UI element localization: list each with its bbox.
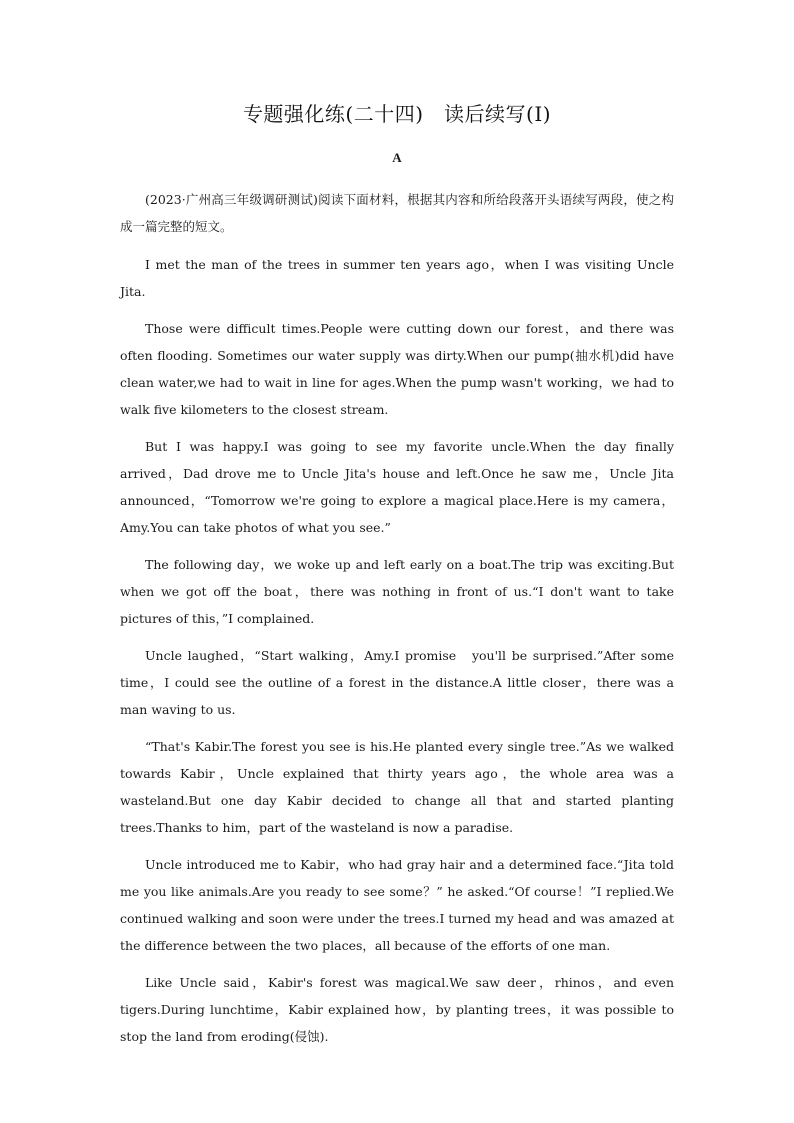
passage-paragraph: Uncle laughed，“Start walking，Amy.I promise you'll be surprised.”After some time，I could see the outline of a forest in the distance.A little closer，there was a man waving to us. xyxy=(120,648,674,717)
passage-paragraph: Those were difficult times.People were cutting down our forest，and there was often flooding. Sometimes our water supply was dirty.When our pump(抽水机)did have clean water,we had to wait in line for ages.When the pump wasn't working，we had to walk five kilometers to the closest stream. xyxy=(120,321,674,417)
passage-paragraph: Like Uncle said，Kabir's forest was magical.We saw deer，rhinos，and even tigers.During lunchtime，Kabir explained how，by planting trees，it was possible to stop the land from eroding(侵蚀). xyxy=(120,975,674,1044)
page-title: 专题强化练(二十四) 读后续写(Ⅰ) xyxy=(242,102,552,126)
passage-paragraph: “That's Kabir.The forest you see is his.He planted every single tree.”As we walked towards Kabir，Uncle explained that thirty years ago，the whole area was a wasteland.But one day Kabir decided to change all that and started planting trees.Thanks to him，part of the wasteland is now a paradise. xyxy=(120,739,674,835)
passage-paragraph: Uncle introduced me to Kabir，who had gray hair and a determined face.“Jita told me you like animals.Are you ready to see some？” he asked.“Of course！”I replied.We continued walking and soon were under the trees.I turned my head and was amazed at the difference between the two places，all because of the efforts of one man. xyxy=(120,857,674,953)
instruction-paragraph: (2023·广州高三年级调研测试)阅读下面材料，根据其内容和所给段落开头语续写两段，使之构成一篇完整的短文。 xyxy=(120,192,674,234)
section-label: A xyxy=(392,150,402,165)
passage-paragraph: The following day，we woke up and left early on a boat.The trip was exciting.But when we got off the boat，there was nothing in front of us.“I don't want to take pictures of this，”I complained. xyxy=(120,557,674,626)
passage-paragraph: But I was happy.I was going to see my favorite uncle.When the day finally arrived，Dad drove me to Uncle Jita's house and left.Once he saw me，Uncle Jita announced，“Tomorrow we're going to explore a magical place.Here is my camera，Amy.You can take photos of what you see.” xyxy=(120,439,674,535)
passage-paragraph: I met the man of the trees in summer ten years ago，when I was visiting Uncle Jita. xyxy=(120,257,674,299)
passage-body xyxy=(120,186,674,1060)
